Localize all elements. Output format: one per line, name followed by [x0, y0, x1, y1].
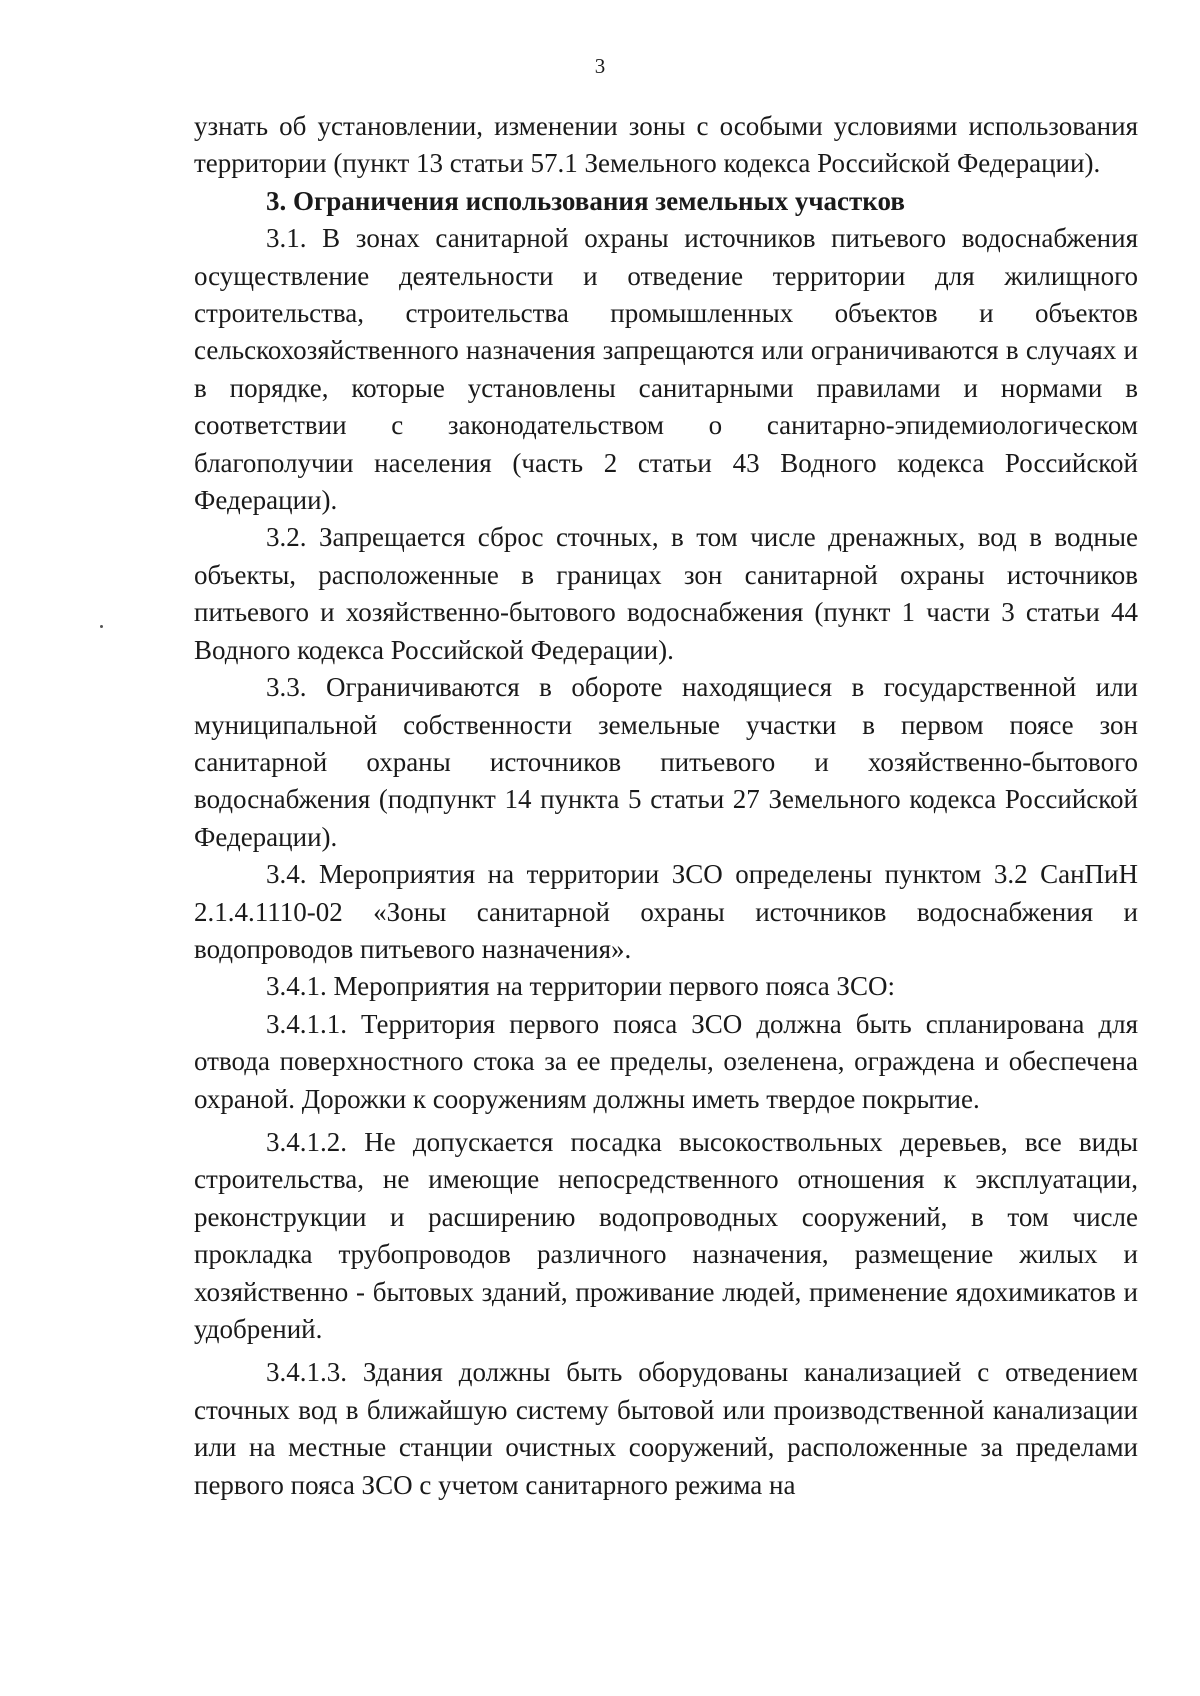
- scan-speck: [100, 625, 103, 628]
- section-heading-3: 3. Ограничения использования земельных участков: [266, 185, 905, 216]
- paragraph-3-4: 3.4. Мероприятия на территории ЗСО определены пунктом 3.2 СанПиН 2.1.4.1110-02 «Зоны санитарной охраны источников водоснабжения и водопроводов питьевого назначения».: [194, 859, 1138, 964]
- paragraph-continuation: узнать об установлении, изменении зоны с особыми условиями использования территории (пункт 13 статьи 57.1 Земельного кодекса Российской Федерации).: [194, 111, 1138, 179]
- paragraph-3-4-1-3: 3.4.1.3. Здания должны быть оборудованы канализацией с отведением сточных вод в ближайшую систему бытовой или производственной канализации или на местные станции очистных сооружений, расположенные за пределами первого пояса ЗСО с учетом санитарного режима на: [194, 1357, 1138, 1500]
- paragraph-3-3: 3.3. Ограничиваются в обороте находящиеся в государственной или муниципальной собственности земельные участки в первом поясе зон санитарной охраны источников питьевого и хозяйственно-бытового водоснабжения (подпункт 14 пункта 5 статьи 27 Земельного кодекса Российской Федерации).: [194, 672, 1138, 852]
- document-body: [194, 108, 1138, 1504]
- paragraph-3-1: 3.1. В зонах санитарной охраны источников питьевого водоснабжения осуществление деятельности и отведение территории для жилищного строительства, строительства промышленных объектов и объектов сельскохозяйственного назначения запрещаются или ограничиваются в случаях и в порядке, которые установлены санитарными правилами и нормами в соответствии с законодательством о санитарно-эпидемиологическом благополучии населения (часть 2 статьи 43 Водного кодекса Российской Федерации).: [194, 223, 1138, 516]
- paragraph-3-4-1-2: 3.4.1.2. Не допускается посадка высокоствольных деревьев, все виды строительства, не имеющие непосредственного отношения к эксплуатации, реконструкции и расширению водопроводных сооружений, в том числе прокладка трубопроводов различного назначения, размещение жилых и хозяйственно - бытовых зданий, проживание людей, применение ядохимикатов и удобрений.: [194, 1126, 1138, 1344]
- paragraph-3-2: 3.2. Запрещается сброс сточных, в том числе дренажных, вод в водные объекты, расположенные в границах зон санитарной охраны источников питьевого и хозяйственно-бытового водоснабжения (пункт 1 части 3 статьи 44 Водного кодекса Российской Федерации).: [194, 522, 1138, 665]
- paragraph-3-4-1-1: 3.4.1.1. Территория первого пояса ЗСО должна быть спланирована для отвода поверхностного стока за ее пределы, озеленена, ограждена и обеспечена охраной. Дорожки к сооружениям должны иметь твердое покрытие.: [194, 1008, 1138, 1114]
- page-number: 3: [594, 54, 606, 78]
- paragraph-3-4-1: 3.4.1. Мероприятия на территории первого пояса ЗСО:: [266, 971, 895, 1002]
